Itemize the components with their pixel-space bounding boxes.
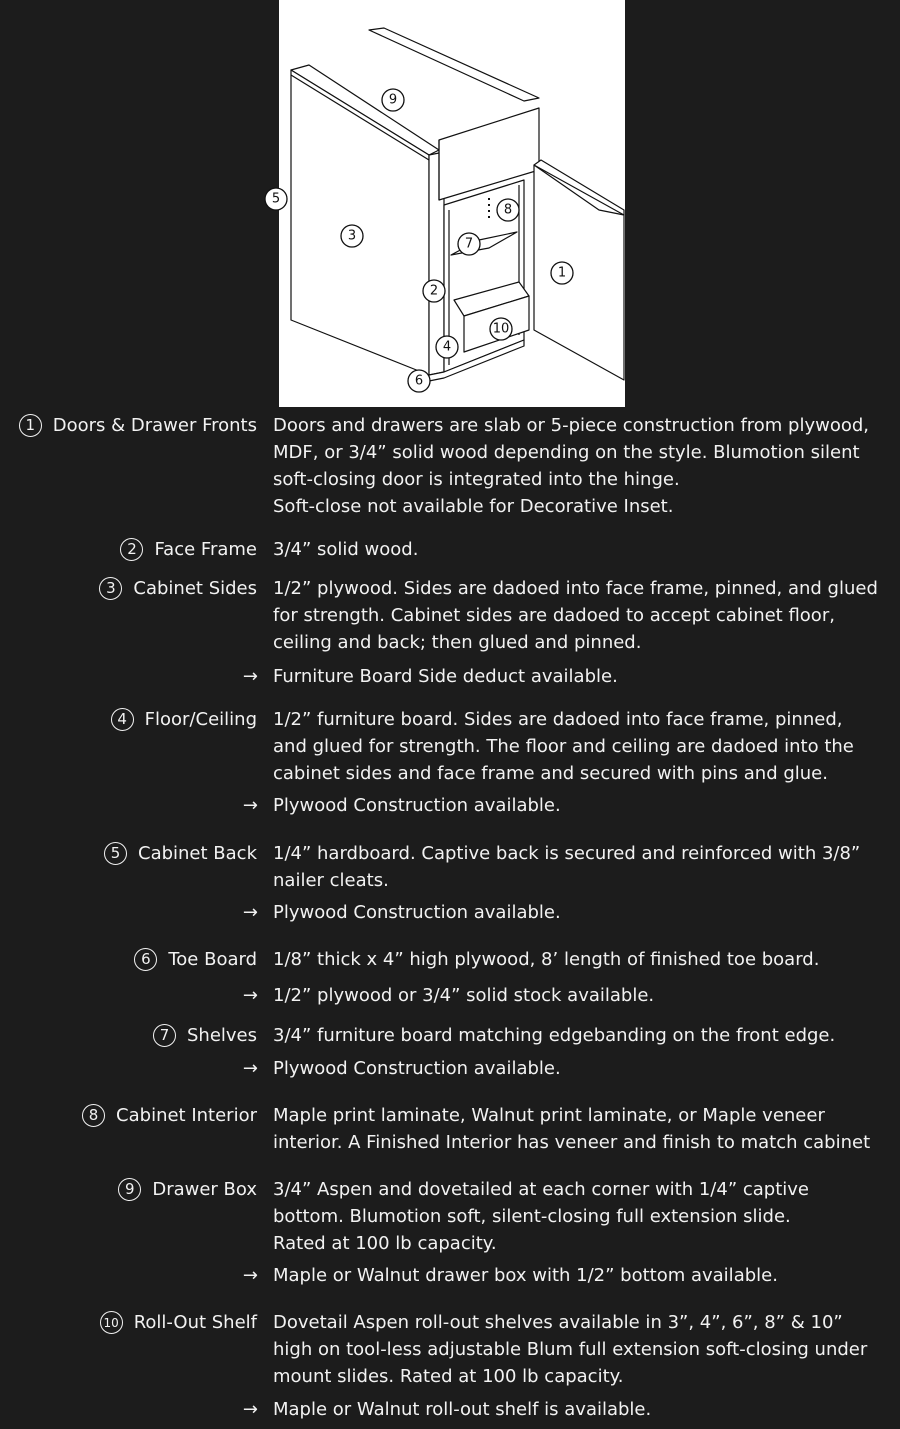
callout-1: [551, 262, 573, 284]
desc-line: 1/8” thick x 4” high plywood, 8’ length of finished toe board.: [273, 949, 820, 970]
svg-text:9: 9: [388, 92, 398, 108]
callout-9: [382, 89, 404, 111]
note-text: 1/2” plywood or 3/4” solid stock available.: [273, 985, 655, 1006]
spec-description: [273, 840, 893, 894]
svg-text:8: 8: [503, 202, 513, 218]
spec-label: Cabinet Back: [138, 843, 257, 864]
spec-label: Shelves: [186, 1025, 257, 1046]
desc-line: Rated at 100 lb capacity.: [273, 1233, 497, 1254]
spec-label: Floor/Ceiling: [144, 709, 257, 730]
arrow-icon: →: [242, 795, 258, 816]
note-text: Plywood Construction available.: [273, 795, 561, 816]
spec-description: [273, 536, 893, 563]
spec-description: [273, 1309, 893, 1390]
callout-7: [458, 233, 480, 255]
spec-number: 10: [100, 1311, 123, 1334]
spec-number: 7: [153, 1024, 176, 1047]
spec-label: Roll-Out Shelf: [133, 1312, 257, 1333]
svg-text:2: 2: [429, 283, 439, 299]
callout-5: [265, 188, 287, 210]
arrow-icon: →: [242, 1399, 258, 1420]
desc-line: cabinet sides and face frame and secured with pins and glue.: [273, 763, 828, 784]
callout-8: [497, 199, 519, 221]
desc-line: interior. A Finished Interior has veneer and finish to match cabinet: [273, 1132, 871, 1153]
spec-description: [273, 575, 893, 656]
note-text: Plywood Construction available.: [273, 1058, 561, 1079]
desc-line: 3/4” solid wood.: [273, 539, 419, 560]
svg-text:3: 3: [347, 228, 357, 244]
spec-number: 6: [134, 948, 157, 971]
svg-text:7: 7: [464, 236, 474, 252]
spec-description: [273, 706, 893, 787]
spec-label: Drawer Box: [152, 1179, 257, 1200]
spec-number: 3: [99, 577, 122, 600]
arrow-icon: →: [242, 1058, 258, 1079]
desc-line: 3/4” Aspen and dovetailed at each corner with 1/4” captive: [273, 1179, 810, 1200]
spec-description: [273, 1022, 893, 1049]
svg-text:5: 5: [271, 191, 281, 207]
desc-line: 1/2” furniture board. Sides are dadoed into face frame, pinned,: [273, 709, 843, 730]
callout-2: [423, 280, 445, 302]
note-text: Maple or Walnut drawer box with 1/2” bottom available.: [273, 1265, 778, 1286]
desc-line: Maple print laminate, Walnut print laminate, or Maple veneer: [273, 1105, 825, 1126]
spec-label: Cabinet Interior: [116, 1105, 257, 1126]
desc-line: bottom. Blumotion soft, silent-closing full extension slide.: [273, 1206, 791, 1227]
spec-description: [273, 946, 893, 973]
spec-number: 5: [104, 842, 127, 865]
desc-line: for strength. Cabinet sides are dadoed to accept cabinet floor,: [273, 605, 835, 626]
desc-line: Doors and drawers are slab or 5-piece construction from plywood,: [273, 415, 870, 436]
callout-10: [490, 318, 512, 340]
desc-line: ceiling and back; then glued and pinned.: [273, 632, 642, 653]
cabinet-diagram: [271, 0, 625, 407]
callout-3: [341, 225, 363, 247]
spec-label: Doors & Drawer Fronts: [52, 415, 257, 436]
spec-label: Toe Board: [168, 949, 257, 970]
spec-number: 1: [19, 414, 42, 437]
callout-6: [408, 370, 430, 392]
arrow-icon: →: [242, 985, 258, 1006]
desc-line: 1/2” plywood. Sides are dadoed into face frame, pinned, and glued: [273, 578, 878, 599]
svg-text:10: 10: [492, 321, 510, 337]
note-text: Plywood Construction available.: [273, 902, 561, 923]
arrow-icon: →: [242, 1265, 258, 1286]
desc-line: MDF, or 3/4” solid wood depending on the style. Blumotion silent: [273, 442, 860, 463]
desc-line: nailer cleats.: [273, 870, 389, 891]
cabinet-drawing: [271, 0, 625, 407]
spec-number: 8: [82, 1104, 105, 1127]
spec-label: Face Frame: [154, 539, 257, 560]
desc-line: high on tool-less adjustable Blum full extension soft-closing under: [273, 1339, 868, 1360]
svg-text:1: 1: [557, 265, 567, 281]
desc-line: Soft-close not available for Decorative Inset.: [273, 496, 674, 517]
spec-number: 4: [111, 708, 134, 731]
arrow-icon: →: [242, 666, 258, 687]
note-text: Furniture Board Side deduct available.: [273, 666, 618, 687]
spec-number: 2: [120, 538, 143, 561]
spec-description: [273, 412, 893, 520]
note-text: Maple or Walnut roll-out shelf is available.: [273, 1399, 652, 1420]
desc-line: and glued for strength. The floor and ceiling are dadoed into the: [273, 736, 854, 757]
arrow-icon: →: [242, 902, 258, 923]
svg-text:4: 4: [442, 339, 452, 355]
svg-text:6: 6: [414, 373, 424, 389]
desc-line: 1/4” hardboard. Captive back is secured and reinforced with 3/8”: [273, 843, 861, 864]
desc-line: 3/4” furniture board matching edgebanding on the front edge.: [273, 1025, 836, 1046]
spec-label: Cabinet Sides: [133, 578, 257, 599]
spec-number: 9: [118, 1178, 141, 1201]
callout-4: [436, 336, 458, 358]
desc-line: mount slides. Rated at 100 lb capacity.: [273, 1366, 624, 1387]
spec-description: [273, 1176, 893, 1257]
desc-line: soft-closing door is integrated into the hinge.: [273, 469, 680, 490]
desc-line: Dovetail Aspen roll-out shelves available in 3”, 4”, 6”, 8” & 10”: [273, 1312, 843, 1333]
spec-description: [273, 1102, 893, 1156]
